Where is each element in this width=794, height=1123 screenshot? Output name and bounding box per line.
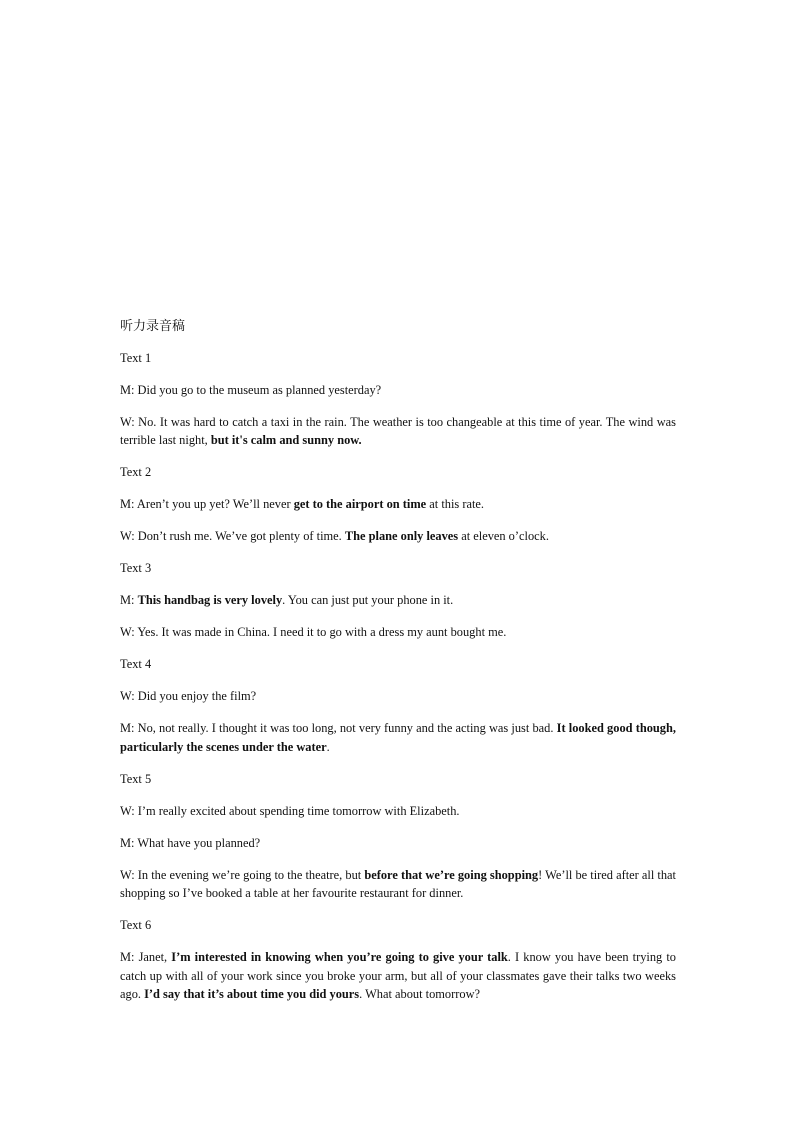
section-label: Text 2 bbox=[120, 465, 152, 479]
text-segment: . I know you have been trying to catch up with all of your work since you broke your arm, but all of your classmates gave their talks two weeks ago. bbox=[120, 950, 676, 1001]
text-segment: M: Aren’t you up yet? We’ll never bbox=[120, 497, 294, 511]
text-segment: W: Yes. It was made in China. I need it to go with a dress my aunt bought me. bbox=[120, 625, 507, 639]
text-segment: at this rate. bbox=[426, 497, 484, 511]
section-label: Text 5 bbox=[120, 771, 152, 786]
transcript-page bbox=[120, 318, 676, 1017]
section-label: Text 1 bbox=[120, 350, 152, 365]
section-label: Text 4 bbox=[120, 657, 152, 671]
text-segment: . You can just put your phone in it. bbox=[282, 593, 454, 607]
bold-segment: This handbag is very lovely bbox=[137, 593, 283, 607]
text-segment: . What about tomorrow? bbox=[359, 987, 481, 1001]
text-segment: W: I’m really excited about spending time tomorrow with Elizabeth. bbox=[120, 803, 460, 818]
dialogue-line bbox=[120, 623, 676, 642]
section-label: Text 6 bbox=[120, 918, 152, 932]
bold-segment: get to the airport on time bbox=[293, 497, 427, 511]
text-segment: M: No, not really. I thought it was too long, not very funny and the acting was just bad. bbox=[120, 721, 557, 735]
bold-segment: I’m interested in knowing when you’re going to give your talk bbox=[171, 950, 508, 964]
transcript-sections bbox=[120, 349, 676, 1004]
text-segment: W: Did you enjoy the film? bbox=[120, 689, 257, 703]
dialogue-line bbox=[120, 834, 676, 853]
bold-segment: It looked good though, particularly the scenes under the water bbox=[120, 721, 676, 754]
dialogue-line bbox=[120, 802, 676, 821]
bold-segment: but it's calm and sunny now. bbox=[210, 433, 362, 447]
dialogue-line bbox=[120, 591, 676, 610]
text-segment: W: Don’t rush me. We’ve got plenty of time. bbox=[120, 529, 345, 543]
text-segment: M: Did you go to the museum as planned yesterday? bbox=[120, 382, 382, 397]
bold-segment: The plane only leaves bbox=[344, 529, 459, 543]
text-segment: at eleven o’clock. bbox=[458, 529, 549, 543]
text-segment: M: What have you planned? bbox=[120, 835, 261, 850]
dialogue-line bbox=[120, 687, 676, 706]
dialogue-line bbox=[120, 948, 676, 1004]
doc-title: 听力录音稿 bbox=[120, 319, 186, 334]
dialogue-line bbox=[120, 413, 676, 450]
text-segment: M: Janet, bbox=[120, 950, 172, 964]
bold-segment: I’d say that it’s about time you did yours bbox=[144, 987, 360, 1001]
bold-segment: before that we’re going shopping bbox=[364, 867, 539, 882]
text-segment: W: In the evening we’re going to the theatre, but bbox=[120, 867, 365, 882]
dialogue-line bbox=[120, 719, 676, 756]
text-segment: M: bbox=[120, 593, 138, 607]
dialogue-line bbox=[120, 495, 676, 514]
text-segment: W: No. It was hard to catch a taxi in the rain. The weather is too changeable at this time of year. The wind was terrible last night, bbox=[120, 414, 676, 447]
section-label: Text 3 bbox=[120, 561, 152, 575]
text-segment: ! We’ll be tired after all that shopping so I’ve booked a table at her favourite restaurant for dinner. bbox=[120, 867, 676, 900]
dialogue-line bbox=[120, 866, 676, 903]
text-segment: . bbox=[326, 739, 330, 754]
dialogue-line bbox=[120, 527, 676, 546]
dialogue-line bbox=[120, 381, 676, 400]
